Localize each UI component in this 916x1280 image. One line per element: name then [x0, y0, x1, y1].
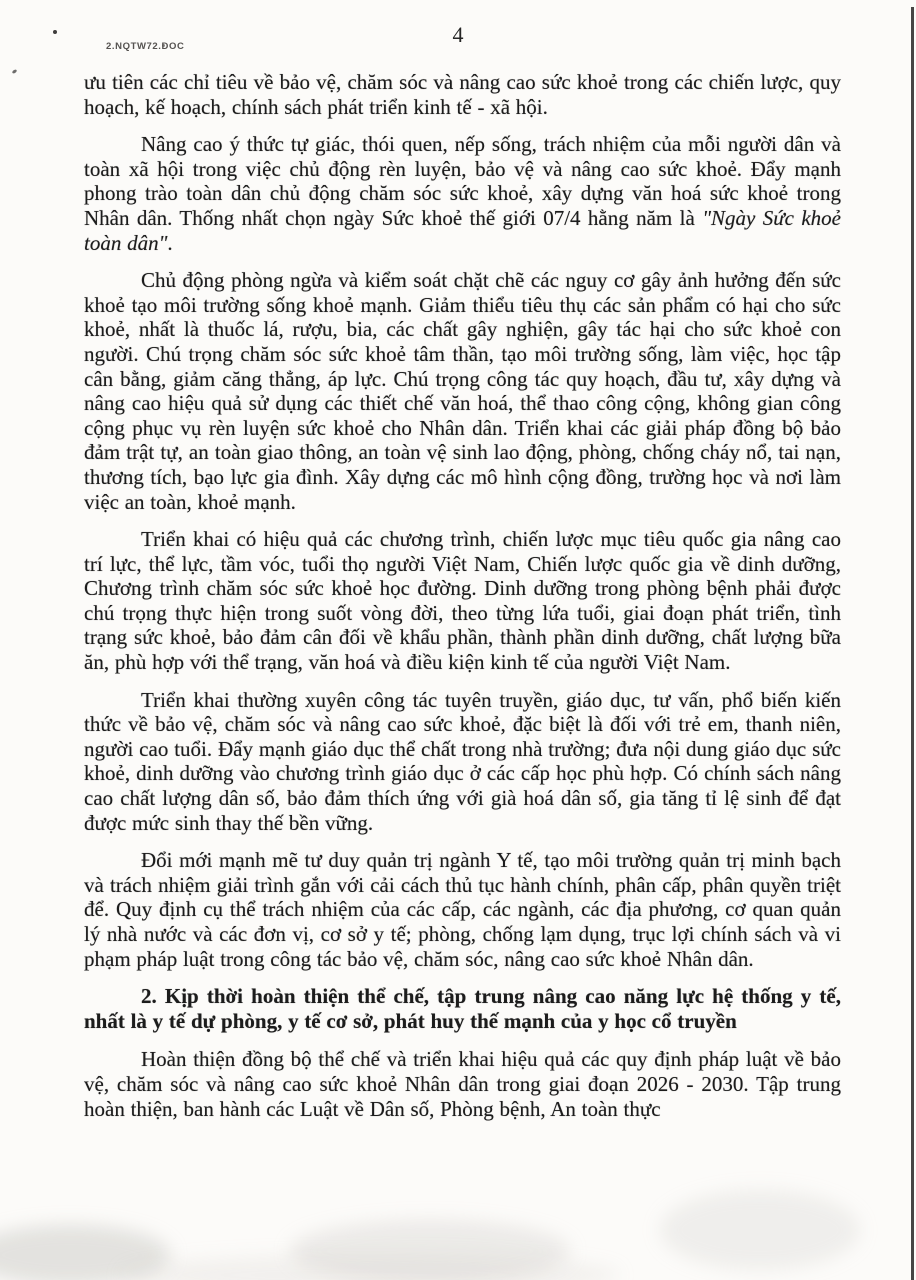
doc-code-label: 2.NQTW72.DOC: [106, 41, 185, 52]
scan-smudge: [660, 1190, 860, 1270]
paragraph: [84, 70, 841, 119]
text-run: Chủ động phòng ngừa và kiểm soát chặt chẽ các nguy cơ gây ảnh hưởng đến sức khoẻ tạo môi trường sống khoẻ mạnh. Giảm thiểu tiêu thụ các sản phẩm có hại cho sức khoẻ, nhất là thuốc lá, rượu, bia, các chất gây nghiện, gây tác hại cho sức khoẻ con người. Chú trọng chăm sóc sức khoẻ tâm thần, tạo môi trường sống, làm việc, học tập cân bằng, giảm căng thẳng, áp lực. Chú trọng công tác quy hoạch, đầu tư, xây dựng và nâng cao hiệu quả sử dụng các thiết chế văn hoá, thể thao công cộng, không gian công cộng phục vụ rèn luyện sức khoẻ cho Nhân dân. Triển khai các giải pháp đồng bộ bảo đảm trật tự, an toàn giao thông, an toàn vệ sinh lao động, phòng, chống cháy nổ, tai nạn, thương tích, bạo lực gia đình. Xây dựng các mô hình cộng đồng, trường học và nơi làm việc an toàn, khoẻ mạnh.: [84, 268, 841, 514]
paragraph: [84, 1047, 841, 1121]
scan-edge-line: [911, 7, 914, 1280]
paragraph: [84, 132, 841, 255]
text-run: Nâng cao ý thức tự giác, thói quen, nếp sống, trách nhiệm của mỗi người dân và toàn xã hội trong việc chủ động rèn luyện, bảo vệ và nâng cao sức khoẻ. Đẩy mạnh phong trào toàn dân chủ động chăm sóc sức khoẻ, xây dựng văn hoá sức khoẻ trong Nhân dân. Thống nhất chọn ngày Sức khoẻ thế giới 07/4 hằng năm là: [84, 132, 841, 230]
text-run: 2. Kịp thời hoàn thiện thể chế, tập trung nâng cao năng lực hệ thống y tế, nhất là y tế dự phòng, y tế cơ sở, phát huy thế mạnh của y học cổ truyền: [84, 984, 841, 1033]
text-run: Hoàn thiện đồng bộ thể chế và triển khai hiệu quả các quy định pháp luật về bảo vệ, chăm sóc và nâng cao sức khoẻ Nhân dân trong giai đoạn 2026 - 2030. Tập trung hoàn thiện, ban hành các Luật về Dân số, Phòng bệnh, An toàn thực: [84, 1047, 841, 1121]
text-run: Đổi mới mạnh mẽ tư duy quản trị ngành Y tế, tạo môi trường quản trị minh bạch và trách nhiệm giải trình gắn với cải cách thủ tục hành chính, phân cấp, phân quyền triệt để. Quy định cụ thể trách nhiệm của các cấp, các ngành, các địa phương, cơ quan quản lý nhà nước và các đơn vị, cơ sở y tế; phòng, chống lạm dụng, trục lợi chính sách và vi phạm pháp luật trong công tác bảo vệ, chăm sóc, nâng cao sức khoẻ Nhân dân.: [84, 848, 841, 971]
paragraph: [84, 688, 841, 836]
italic-text-run: "Ngày Sức khoẻ toàn dân": [84, 205, 842, 255]
text-run: Triển khai thường xuyên công tác tuyên truyền, giáo dục, tư vấn, phổ biến kiến thức về bảo vệ, chăm sóc và nâng cao sức khoẻ, đặc biệt là đối với trẻ em, thanh niên, người cao tuổi. Đẩy mạnh giáo dục thể chất trong nhà trường; đưa nội dung giáo dục sức khoẻ, dinh dưỡng vào chương trình giáo dục ở các cấp học phù hợp. Có chính sách nâng cao chất lượng dân số, bảo đảm thích ứng với già hoá dân số, gia tăng tỉ lệ sinh để đạt được mức sinh thay thế bền vững.: [84, 687, 841, 835]
text-run: Triển khai có hiệu quả các chương trình, chiến lược mục tiêu quốc gia nâng cao trí lực, thể lực, tầm vóc, tuổi thọ người Việt Nam, Chiến lược quốc gia về dinh dưỡng, Chương trình chăm sóc sức khoẻ học đường. Dinh dưỡng trong phòng bệnh phải được chú trọng thực hiện trong suốt vòng đời, theo từng lứa tuổi, giai đoạn phát triển, tình trạng sức khoẻ, bảo đảm cân đối về khẩu phần, thành phần dinh dưỡng, chất lượng bữa ăn, phù hợp với thể trạng, văn hoá và điều kiện kinh tế của người Việt Nam.: [84, 527, 841, 675]
paragraph: [84, 268, 841, 514]
paragraph: [84, 848, 841, 971]
scan-speck: [12, 69, 18, 74]
document-body: [84, 70, 841, 1134]
section-heading: [84, 984, 841, 1033]
text-run: ưu tiên các chỉ tiêu về bảo vệ, chăm sóc và nâng cao sức khoẻ trong các chiến lược, quy hoạch, kế hoạch, chính sách phát triển kinh tế - xã hội.: [84, 70, 841, 119]
paragraph: [84, 527, 841, 675]
page-number: 4: [452, 22, 464, 47]
text-run: .: [167, 230, 173, 255]
